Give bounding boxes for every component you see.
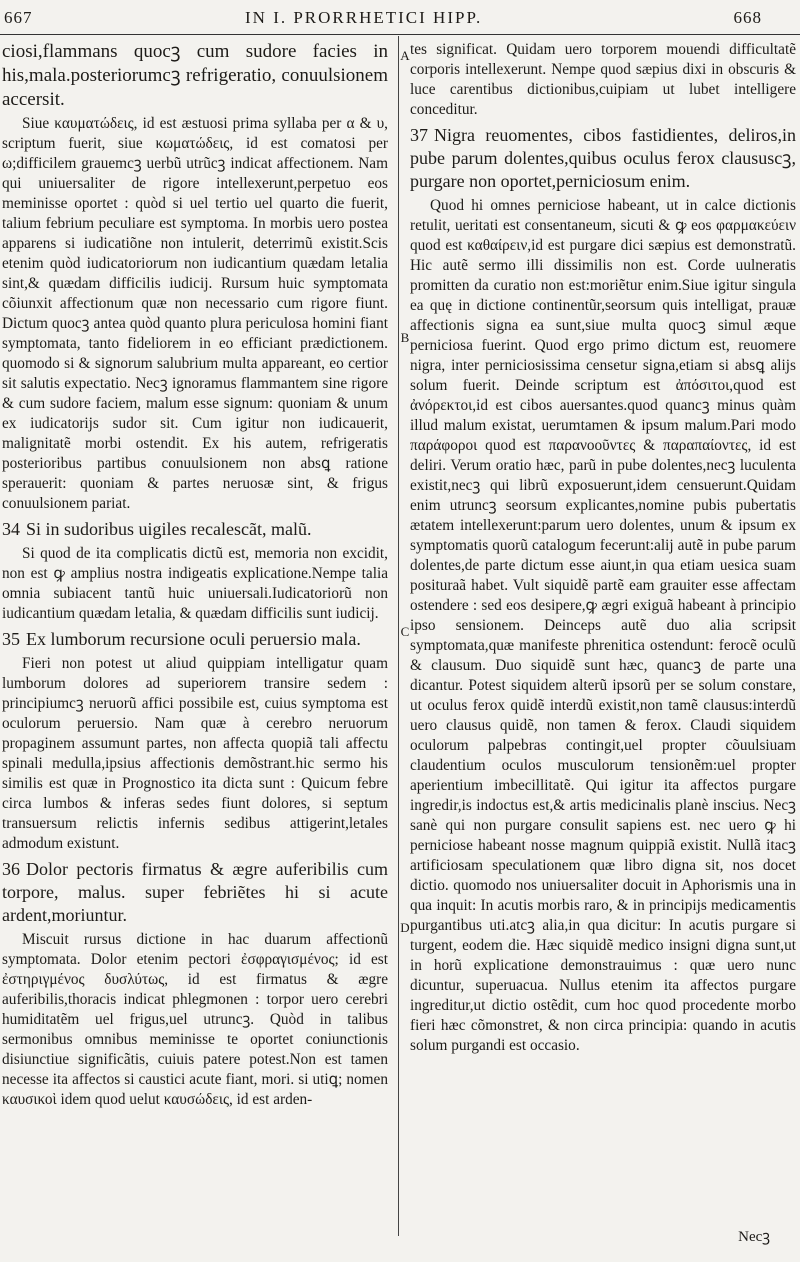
- aphorism-text: Dolor pectoris firmatus & ægre auferibilis cum torpore, malus. super febriẽtes hi si acute ardent,moriuntur.: [2, 859, 388, 925]
- aphorism-number: 36: [2, 859, 20, 879]
- right-column: [410, 40, 796, 1058]
- catchword: Necꝫ: [738, 1229, 770, 1245]
- commentary-paragraph: Quod hi omnes perniciose habeant, ut in calce dictionis retulit, ueritati est consentaneum, sicuti & ꝙ eos φαρμακεύειν quod est καθαίρειν,id est purgare dici sæpius est demonstratũ. Hic autẽ sermo illi dissimilis non est. Corde uulneratis promitten da curatio non est:moriẽtur enim.Siue igitur singula ea quę in dictione continentũr,seorsum quis intelligat, prauæ affectionis signa ea sunt,siue multa quocꝫ simul æque perniciosa fuerint. Quod ergo primo dictum est, reuomere nigra, inter perniciosissima censetur signa,etiam si absꝗ alijs solum fuerit. Deinde scriptum est ἀπόσιτοι,quod est ἀνόρεκτοι,id est cibos auersantes.quod quancꝫ minus quàm illud malum existat, uerumtamen & ipsum malum.Pari modo παράφοροι quod est παρανοοῦντες & παραπαίοντες, id est deliri. Verum oratio hæc, parũ in pube dolentes,necꝫ luculenta existit,necꝫ qui librũ exposuerunt,idem censuerunt.Quidam enim utruncꝫ seorsum explicantes,nomine pubis pubertatis ætatem intellexerunt:parum uero dolentes, unum & ipsum ex symptomatis quorũ catalogum fecerunt:alij autẽ in pube parum dolentes,de parte dictum esse aiunt,in qua etiam uesica suam posituraã habet. Vult siquidẽ partẽ eam grauiter esse affectam ostendere : sed eos desipere,ꝙ ægri exiguã habeant à principio ipso sensionem. Deinceps autẽ duo alia scripsit symptomata,quæ manifeste phrenitica ostendunt: ferocẽ oculũ & clausum. Duo siquidẽ sunt hæc, quancꝫ de parte una dicantur. Potest siquidem alterũ ipsorũ per se solum constare, ut oculus ferox quidẽ interdũ existit,non tamẽ clausus:interdũ uero clausus quidẽ, non tamen & ferox. Claudi siquidem oculorum palpebras contingit,uel propter cõuulsiuam claudentium oculos musculorum tensionẽm:uel propter aperientium imbecillitatẽ. Qui igitur ita affectos purgare ingredir,is indoctus est,& artis medicinalis planè inscius. Necꝫ sanè qui non purgare consulit sapiens est. nec uero ꝙ hi perniciose habeant nosse magnum quippiã existit. Nullã itacꝫ artificiosam speculationem quæ libro digna sit, nos docet dictio. quomodo nos uniuersaliter docuit in Aphorismis una in qua inquit: In acutis morbis raro, & in principijs medicamentis purgantibus uti.atcꝫ alia,in qua dicitur: In acutis purgare si turgent, eodem die. Hæc siquidẽ medico insigni digna sunt,ut in horũ explicatione demonstrauimus : quæ uero nunc dicuntur, superuacua. Nullus etenim ita affectos purgare ingreditur,ut dictio ostẽdit, cum hoc quod procedente morbo fieri hæc cõmonstret, & non circa principia: quando in acutis solum purgandi est occasio.: [410, 197, 796, 1054]
- commentary-paragraph: Fieri non potest ut aliud quippiam intelligatur quam lumborum dolores ad superiorem transire sedem : principiumcꝫ neruorũ affici possibile est, cuius symptoma est oculorum peruersio. Nam quæ à cerebro neruorum propaginem assumunt partes, non affecta quopiã tali affectu spinali medulla,ipsius affectionis demõstrant.hic sermo his similis est quæ in Prognostico ita dicta sunt : Quicum febre circa lumbos & inferas sedes fiunt dolores, si septum transuersum relictis infernis sedibus attigerint,letales admodum existunt.: [2, 655, 388, 852]
- commentary-paragraph: Siue καυματώδεις, id est æstuosi prima syllaba per α & υ, scriptum fuerit, siue κωματώδεις, id est comatosi per ω;difficilem grauemcꝫ uerbũ utrũcꝫ indicat affectionem. Nam qui uniuersaliter de rigore intellexerunt,perpetuo eos meminisse oportet : quòd si uel tertio uel quarto die fuerit, talium febrium peculiare est symptoma. In morbis uero postea apparens si iudicatiõne non intulerit, deterrimũ existit.Scis etenim quòd iudicatoriorum non iudicantium quædam letalia sint,& quædam difficilis iudicij. Rursum huic symptomata cõiunxit affectionum quæ non necessario cum rigore fiunt. Dictum quocꝫ antea quòd quanto plura periculosa homini fiant symptomata, tanto fideliorem in eo efficiant prædictionem. quomodo si & signorum salubrium multa appareant, eo certior sit salutis expectatio. Necꝫ ignoramus flammantem sine rigore & cum sudore faciem, malum esse signum: quoniam & unum ex iudicatorijs sudor sit. Cum igitur non iudicauerit, malignitatẽ morbi ostendit. Ex his autem, refrigeratis posterioribus partibus conuulsionem non absꝗ ratione sperauerit: quoniam & partes neruosæ sint, & frigus conuulsionem pariat.: [2, 115, 388, 512]
- margin-letter-d: D: [400, 920, 410, 935]
- left-page-number: 667: [4, 8, 33, 27]
- left-column: [2, 40, 388, 1112]
- commentary-paragraph: Si quod de ita complicatis dictũ est, memoria non excidit, non est ꝙ amplius nostra indigeatis explicatione.Nempe talia omnia subiacent tantũ huic uniuersali.Iudicatoriorũ non iudicantium quædam letalia, & quædam difficilis sunt iudicij.: [2, 545, 388, 622]
- right-page-number: 668: [733, 8, 762, 27]
- aphorism-36: [2, 858, 388, 927]
- aphorism-number: 35: [2, 629, 20, 649]
- column-divider: [398, 36, 399, 1236]
- header-rule: [0, 34, 800, 35]
- aphorism-34: [2, 518, 388, 541]
- aphorism-35: [2, 628, 388, 651]
- margin-letter-b: B: [400, 330, 410, 345]
- margin-letter-c: C: [400, 624, 410, 639]
- aphorism-text: Si in sudoribus uigiles recalescãt, malũ.: [26, 519, 312, 539]
- left-opening: ciosi,flammans quocꝫ cum sudore facies in his,mala.posteriorumcꝫ refrigeratio, conuulsionem accersit.: [2, 41, 388, 110]
- commentary-paragraph: Miscuit rursus dictione in hac duarum affectionũ symptomata. Dolor etenim pectori ἐσφραγισμένος; id est ἐστηριγμένος δυσλύτως, id est firmatus & ægre auferibilis,thoracis indicat phlegmonen : torpor uero cerebri humiditatẽm uel frigus,uel utruncꝫ. Quòd in talibus sermonibus omnibus meminisse te oportet coniunctionis disiunctiue significãtis, cuiuis patere potest.Non est tamen necesse ita affectos si caustici acute fiant, mori. si utiꝗ; nomen καυσικοὶ idem quod uelut καυσώδεις, id est arden-: [2, 931, 388, 1108]
- right-opening: tes significat. Quidam uero torporem mouendi difficultatẽ corporis intellexerunt. Nempe quod sæpius dixi in obscuris & luce carentibus dictionibus,cuipiam ut lubet intelligere conceditur.: [410, 41, 796, 118]
- aphorism-37: [410, 124, 796, 193]
- aphorism-text: Ex lumborum recursione oculi peruersio mala.: [26, 629, 361, 649]
- aphorism-number: 37: [410, 125, 428, 145]
- aphorism-text: Nigra reuomentes, cibos fastidientes, deliros,in pube parum dolentes,quibus oculus ferox claususcꝫ, purgare non oportet,perniciosum enim.: [410, 125, 796, 191]
- running-title: IN I. PRORRHETICI HIPP.: [245, 8, 483, 27]
- aphorism-number: 34: [2, 519, 20, 539]
- margin-letter-a: A: [400, 48, 410, 63]
